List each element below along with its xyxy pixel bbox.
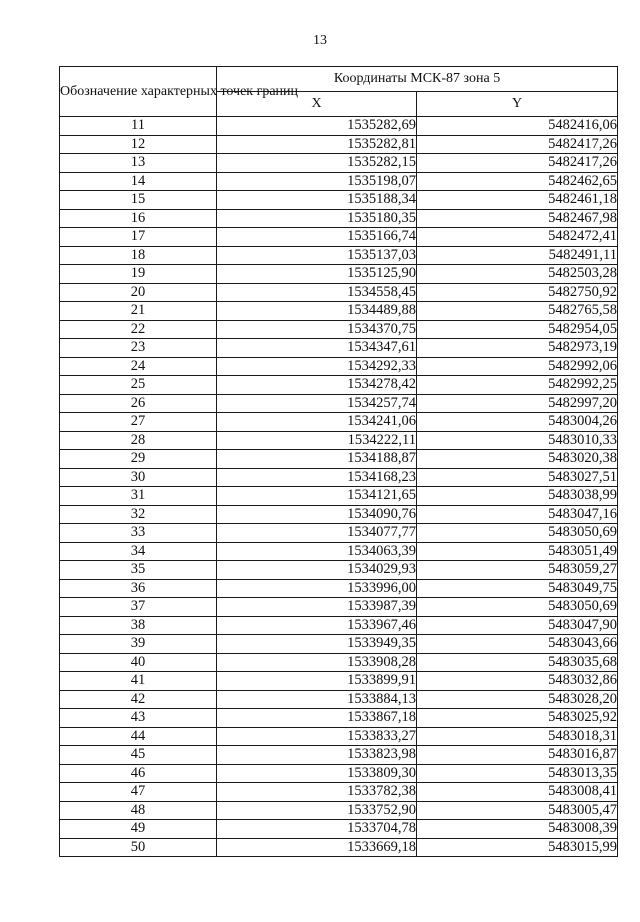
table-row bbox=[60, 616, 618, 635]
point-number-cell: 24 bbox=[60, 357, 217, 376]
x-coordinate-cell: 1533867,18 bbox=[217, 709, 417, 728]
point-number-cell: 12 bbox=[60, 135, 217, 154]
x-coordinate-cell: 1534370,75 bbox=[217, 320, 417, 339]
point-number-cell: 21 bbox=[60, 302, 217, 321]
point-number-cell: 32 bbox=[60, 505, 217, 524]
point-number-cell: 40 bbox=[60, 653, 217, 672]
x-coordinate-cell: 1533809,30 bbox=[217, 764, 417, 783]
table-row bbox=[60, 376, 618, 395]
x-coordinate-cell: 1533833,27 bbox=[217, 727, 417, 746]
y-coordinate-cell: 5483049,75 bbox=[417, 579, 618, 598]
point-number-cell: 18 bbox=[60, 246, 217, 265]
point-number-cell: 41 bbox=[60, 672, 217, 691]
x-coordinate-cell: 1534222,11 bbox=[217, 431, 417, 450]
y-coordinate-cell: 5483025,92 bbox=[417, 709, 618, 728]
point-number-cell: 31 bbox=[60, 487, 217, 506]
point-number-cell: 11 bbox=[60, 117, 217, 136]
table-row bbox=[60, 339, 618, 358]
coordinates-table bbox=[59, 66, 618, 857]
x-coordinate-cell: 1534347,61 bbox=[217, 339, 417, 358]
y-coordinate-cell: 5483013,35 bbox=[417, 764, 618, 783]
x-coordinate-cell: 1535198,07 bbox=[217, 172, 417, 191]
x-coordinate-cell: 1534121,65 bbox=[217, 487, 417, 506]
y-coordinate-cell: 5483028,20 bbox=[417, 690, 618, 709]
y-column-header: Y bbox=[417, 92, 618, 117]
table-row bbox=[60, 431, 618, 450]
table-row bbox=[60, 209, 618, 228]
table-row bbox=[60, 487, 618, 506]
coordinate-system-header: Координаты МСК-87 зона 5 bbox=[217, 67, 618, 92]
table-row bbox=[60, 783, 618, 802]
y-coordinate-cell: 5482973,19 bbox=[417, 339, 618, 358]
y-coordinate-cell: 5483020,38 bbox=[417, 450, 618, 469]
point-number-cell: 20 bbox=[60, 283, 217, 302]
table-row bbox=[60, 468, 618, 487]
table-row bbox=[60, 450, 618, 469]
y-coordinate-cell: 5483005,47 bbox=[417, 801, 618, 820]
y-coordinate-cell: 5483038,99 bbox=[417, 487, 618, 506]
y-coordinate-cell: 5482491,11 bbox=[417, 246, 618, 265]
table-row bbox=[60, 228, 618, 247]
table-row bbox=[60, 117, 618, 136]
point-number-cell: 23 bbox=[60, 339, 217, 358]
point-number-cell: 43 bbox=[60, 709, 217, 728]
table-row bbox=[60, 542, 618, 561]
point-number-cell: 45 bbox=[60, 746, 217, 765]
point-number-cell: 49 bbox=[60, 820, 217, 839]
table-row bbox=[60, 838, 618, 857]
point-designation-header: Обозначение характерных точек границ bbox=[60, 67, 217, 117]
table-row bbox=[60, 154, 618, 173]
x-coordinate-cell: 1534063,39 bbox=[217, 542, 417, 561]
table-row bbox=[60, 746, 618, 765]
y-coordinate-cell: 5483050,69 bbox=[417, 524, 618, 543]
x-coordinate-cell: 1534188,87 bbox=[217, 450, 417, 469]
x-coordinate-cell: 1534257,74 bbox=[217, 394, 417, 413]
point-number-cell: 44 bbox=[60, 727, 217, 746]
y-coordinate-cell: 5482765,58 bbox=[417, 302, 618, 321]
y-coordinate-cell: 5483018,31 bbox=[417, 727, 618, 746]
table-row bbox=[60, 413, 618, 432]
x-coordinate-cell: 1534278,42 bbox=[217, 376, 417, 395]
y-coordinate-cell: 5482992,25 bbox=[417, 376, 618, 395]
table-row bbox=[60, 801, 618, 820]
x-coordinate-cell: 1533752,90 bbox=[217, 801, 417, 820]
point-number-cell: 47 bbox=[60, 783, 217, 802]
x-coordinate-cell: 1533908,28 bbox=[217, 653, 417, 672]
x-coordinate-cell: 1535125,90 bbox=[217, 265, 417, 284]
x-coordinate-cell: 1535282,15 bbox=[217, 154, 417, 173]
x-coordinate-cell: 1533949,35 bbox=[217, 635, 417, 654]
point-number-cell: 14 bbox=[60, 172, 217, 191]
x-coordinate-cell: 1533884,13 bbox=[217, 690, 417, 709]
x-coordinate-cell: 1533782,38 bbox=[217, 783, 417, 802]
table-row bbox=[60, 357, 618, 376]
point-number-cell: 15 bbox=[60, 191, 217, 210]
point-number-cell: 33 bbox=[60, 524, 217, 543]
y-coordinate-cell: 5483008,41 bbox=[417, 783, 618, 802]
point-number-cell: 38 bbox=[60, 616, 217, 635]
x-coordinate-cell: 1533899,91 bbox=[217, 672, 417, 691]
y-coordinate-cell: 5483059,27 bbox=[417, 561, 618, 580]
header-row bbox=[60, 67, 618, 92]
y-coordinate-cell: 5482462,65 bbox=[417, 172, 618, 191]
y-coordinate-cell: 5482417,26 bbox=[417, 135, 618, 154]
x-coordinate-cell: 1533996,00 bbox=[217, 579, 417, 598]
table-row bbox=[60, 579, 618, 598]
point-number-cell: 37 bbox=[60, 598, 217, 617]
table-row bbox=[60, 561, 618, 580]
point-number-cell: 29 bbox=[60, 450, 217, 469]
table-row bbox=[60, 598, 618, 617]
point-number-cell: 28 bbox=[60, 431, 217, 450]
table-row bbox=[60, 135, 618, 154]
table-row bbox=[60, 394, 618, 413]
x-coordinate-cell: 1534029,93 bbox=[217, 561, 417, 580]
point-number-cell: 25 bbox=[60, 376, 217, 395]
y-coordinate-cell: 5482954,05 bbox=[417, 320, 618, 339]
y-coordinate-cell: 5483051,49 bbox=[417, 542, 618, 561]
y-coordinate-cell: 5483004,26 bbox=[417, 413, 618, 432]
table-row bbox=[60, 283, 618, 302]
point-number-cell: 30 bbox=[60, 468, 217, 487]
x-column-header: X bbox=[217, 92, 417, 117]
x-coordinate-cell: 1535137,03 bbox=[217, 246, 417, 265]
x-coordinate-cell: 1533987,39 bbox=[217, 598, 417, 617]
y-coordinate-cell: 5483047,16 bbox=[417, 505, 618, 524]
y-coordinate-cell: 5482467,98 bbox=[417, 209, 618, 228]
x-coordinate-cell: 1534168,23 bbox=[217, 468, 417, 487]
table-row bbox=[60, 709, 618, 728]
x-coordinate-cell: 1533669,18 bbox=[217, 838, 417, 857]
y-coordinate-cell: 5483047,90 bbox=[417, 616, 618, 635]
table-row bbox=[60, 635, 618, 654]
x-coordinate-cell: 1534489,88 bbox=[217, 302, 417, 321]
point-number-cell: 22 bbox=[60, 320, 217, 339]
table-row bbox=[60, 320, 618, 339]
y-coordinate-cell: 5482472,41 bbox=[417, 228, 618, 247]
table-row bbox=[60, 505, 618, 524]
table-row bbox=[60, 246, 618, 265]
point-number-cell: 27 bbox=[60, 413, 217, 432]
y-coordinate-cell: 5482997,20 bbox=[417, 394, 618, 413]
table-row bbox=[60, 302, 618, 321]
x-coordinate-cell: 1535188,34 bbox=[217, 191, 417, 210]
point-number-cell: 26 bbox=[60, 394, 217, 413]
point-number-cell: 39 bbox=[60, 635, 217, 654]
x-coordinate-cell: 1534241,06 bbox=[217, 413, 417, 432]
x-coordinate-cell: 1533967,46 bbox=[217, 616, 417, 635]
y-coordinate-cell: 5483050,69 bbox=[417, 598, 618, 617]
y-coordinate-cell: 5483016,87 bbox=[417, 746, 618, 765]
table-row bbox=[60, 191, 618, 210]
x-coordinate-cell: 1535282,81 bbox=[217, 135, 417, 154]
x-coordinate-cell: 1534558,45 bbox=[217, 283, 417, 302]
table-row bbox=[60, 820, 618, 839]
y-coordinate-cell: 5482503,28 bbox=[417, 265, 618, 284]
x-coordinate-cell: 1533823,98 bbox=[217, 746, 417, 765]
table-row bbox=[60, 524, 618, 543]
y-coordinate-cell: 5483015,99 bbox=[417, 838, 618, 857]
table-row bbox=[60, 653, 618, 672]
y-coordinate-cell: 5483027,51 bbox=[417, 468, 618, 487]
page-number: 13 bbox=[313, 33, 327, 48]
table-row bbox=[60, 672, 618, 691]
point-number-cell: 48 bbox=[60, 801, 217, 820]
y-coordinate-cell: 5482750,92 bbox=[417, 283, 618, 302]
table-row bbox=[60, 727, 618, 746]
point-number-cell: 34 bbox=[60, 542, 217, 561]
table-row bbox=[60, 265, 618, 284]
table-body bbox=[60, 117, 618, 857]
point-number-cell: 36 bbox=[60, 579, 217, 598]
x-coordinate-cell: 1535282,69 bbox=[217, 117, 417, 136]
x-coordinate-cell: 1534077,77 bbox=[217, 524, 417, 543]
x-coordinate-cell: 1533704,78 bbox=[217, 820, 417, 839]
point-number-cell: 16 bbox=[60, 209, 217, 228]
y-coordinate-cell: 5482416,06 bbox=[417, 117, 618, 136]
x-coordinate-cell: 1534090,76 bbox=[217, 505, 417, 524]
table-row bbox=[60, 764, 618, 783]
point-number-cell: 46 bbox=[60, 764, 217, 783]
y-coordinate-cell: 5483010,33 bbox=[417, 431, 618, 450]
y-coordinate-cell: 5483032,86 bbox=[417, 672, 618, 691]
x-coordinate-cell: 1535166,74 bbox=[217, 228, 417, 247]
point-number-cell: 13 bbox=[60, 154, 217, 173]
point-number-cell: 19 bbox=[60, 265, 217, 284]
table-row bbox=[60, 172, 618, 191]
point-number-cell: 35 bbox=[60, 561, 217, 580]
y-coordinate-cell: 5483043,66 bbox=[417, 635, 618, 654]
point-number-cell: 42 bbox=[60, 690, 217, 709]
y-coordinate-cell: 5483008,39 bbox=[417, 820, 618, 839]
y-coordinate-cell: 5483035,68 bbox=[417, 653, 618, 672]
table-row bbox=[60, 690, 618, 709]
point-number-cell: 50 bbox=[60, 838, 217, 857]
x-coordinate-cell: 1534292,33 bbox=[217, 357, 417, 376]
x-coordinate-cell: 1535180,35 bbox=[217, 209, 417, 228]
y-coordinate-cell: 5482417,26 bbox=[417, 154, 618, 173]
y-coordinate-cell: 5482992,06 bbox=[417, 357, 618, 376]
y-coordinate-cell: 5482461,18 bbox=[417, 191, 618, 210]
point-number-cell: 17 bbox=[60, 228, 217, 247]
